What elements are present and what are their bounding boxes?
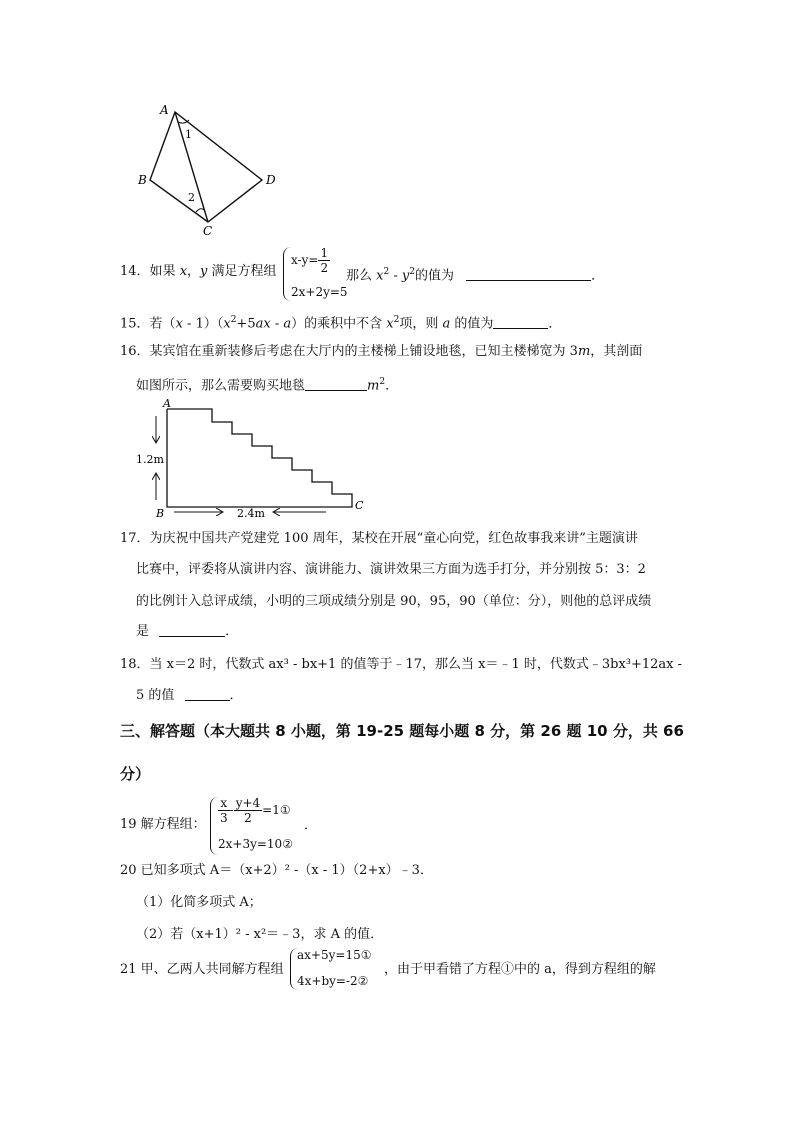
q14-expr-x: x xyxy=(376,268,384,284)
q16-unit-m: m xyxy=(577,344,591,359)
q15-a1: ax xyxy=(255,316,271,332)
q19-eq1 xyxy=(218,796,291,825)
q18-answer-blank[interactable] xyxy=(185,687,230,701)
q14-sup-y: 2 xyxy=(409,267,415,277)
stairs-height-label: 1.2m xyxy=(136,453,164,466)
q14-answer-blank[interactable] xyxy=(466,267,591,281)
q15-number: 15． xyxy=(120,316,150,332)
stairs-label-a: A xyxy=(163,397,171,410)
angle-1-arc xyxy=(178,120,189,123)
q14-sup-x: 2 xyxy=(383,267,390,277)
q16-line1a: 某宾馆在重新装修后考虑在大厅内的主楼梯上铺设地毯，已知主楼梯宽为 3 xyxy=(149,344,578,359)
q14-eq1-den: 2 xyxy=(320,261,329,275)
q15-t7: 的值为 xyxy=(450,316,494,332)
q14-pre: 如果 xyxy=(149,264,180,279)
q14-mid: 满足方程组 xyxy=(207,264,277,279)
q19-eq2: 2x+3y=10② xyxy=(218,837,293,851)
q19-brace xyxy=(210,797,218,855)
q15-t3: +5 xyxy=(236,316,256,332)
q20-sub2: （2）若（x+1）² - x²＝﹣3，求 A 的值． xyxy=(136,927,384,942)
q20-line1: 20 已知多项式 A＝（x+2）² -（x - 1）（2+x）﹣3． xyxy=(120,863,433,878)
vertex-b-label: B xyxy=(138,173,147,187)
q17-line4 xyxy=(136,622,238,642)
q14-eq1-pre: x-y= xyxy=(291,253,319,267)
q17-answer-blank[interactable] xyxy=(159,623,225,637)
q15-t6: 项，则 xyxy=(399,316,443,332)
q15-end: ． xyxy=(548,316,562,332)
q17-number: 17． xyxy=(120,531,150,546)
q14-brace xyxy=(283,247,291,301)
q18-line2-text: 5 的值 xyxy=(136,688,175,703)
q14-expr-y: y xyxy=(401,268,410,284)
q16-sup2: 2 xyxy=(379,377,386,387)
quadrilateral-outline xyxy=(150,112,262,222)
q14-eq1-frac xyxy=(318,246,330,275)
q14-tail xyxy=(346,262,604,286)
section3-heading-line2: 分） xyxy=(120,765,151,783)
q16-line1b: ，其剖面 xyxy=(590,344,643,359)
q14-eq2: 2x+2y=5 xyxy=(291,285,348,299)
section3-heading-line1: 三、解答题（本大题共 8 小题，第 19-25 题每小题 8 分，第 26 题 10 分，共 66 xyxy=(120,722,684,740)
q15-x3: x xyxy=(386,316,394,332)
q19-f2-num: y+4 xyxy=(235,796,261,810)
q16-answer-blank[interactable] xyxy=(305,377,367,391)
q14-end: ． xyxy=(591,268,605,284)
vertex-c-label: C xyxy=(203,224,213,238)
q19-f1-num: x xyxy=(218,796,230,811)
q20-sub1: （1）化简多项式 A； xyxy=(136,895,262,910)
vertex-a-label: A xyxy=(160,103,169,117)
q19-label: 19 解方程组： xyxy=(120,817,206,832)
q15-t5: ）的乘积中不含 xyxy=(291,316,387,332)
q17-line2: 比赛中，评委将从演讲内容、演讲能力、演讲效果三方面为选手打分，并分别按 5：3：2 xyxy=(136,562,646,577)
q14-number: 14． xyxy=(120,264,150,279)
q14-minus: - xyxy=(389,268,402,284)
quadrilateral-figure xyxy=(130,98,290,238)
q14-eq1 xyxy=(291,246,330,275)
q21-eq2: 4x+by=-2② xyxy=(297,974,369,988)
q21-tail: ，由于甲看错了方程①中的 a，得到方程组的解 xyxy=(384,962,656,977)
q19-frac1 xyxy=(218,796,230,825)
q15-a3: a xyxy=(442,316,451,332)
q19-f2-den: 2 xyxy=(244,811,252,825)
q15-t4: - xyxy=(270,316,284,332)
q17-line3: 的比例计入总评成绩，小明的三项成绩分别是 90，95，90（单位：分），则他的总评成绩 xyxy=(136,594,652,609)
q16-end: ． xyxy=(385,378,399,394)
q15-sup2: 2 xyxy=(393,315,400,325)
angle-1-label: 1 xyxy=(185,128,192,141)
angle-2-label: 2 xyxy=(188,191,195,204)
q19-eq1-tail: =1① xyxy=(262,803,291,817)
q15-x2: x xyxy=(223,316,231,332)
q19-end: ． xyxy=(304,818,318,833)
stairs-label-b: B xyxy=(156,507,165,520)
q18-line1-text: 当 x＝2 时，代数式 ax³ - bx+1 的值等于﹣17，那么当 x＝﹣1 时，代数式﹣3bx³+12ax - xyxy=(149,657,683,672)
q19-minus: - xyxy=(229,803,234,817)
q17-line4-text: 是 xyxy=(136,624,150,639)
q14-sep: ， xyxy=(187,264,201,279)
q17-line1-text: 为庆祝中国共产党建党 100 周年，某校在开展“童心向党，红色故事我来讲”主题演讲 xyxy=(149,531,638,546)
q16-number: 16． xyxy=(120,344,150,359)
stairs-figure xyxy=(130,396,370,520)
q21-label: 21 甲、乙两人共同解方程组 xyxy=(120,962,284,977)
q16-line2 xyxy=(136,372,398,396)
q15-line xyxy=(120,310,561,334)
q14-eq1-num: 1 xyxy=(320,246,329,260)
q16-line2-text: 如图所示，那么需要购买地毯 xyxy=(136,378,306,394)
stairs-label-c: C xyxy=(355,499,364,512)
q15-t2: - 1）（ xyxy=(182,316,224,332)
stairs-outline xyxy=(167,409,352,507)
q14-var-y: y xyxy=(200,264,208,279)
q18-end: ． xyxy=(229,688,243,703)
q21-eq1: ax+5y=15① xyxy=(297,948,372,962)
vertex-d-label: D xyxy=(266,173,276,187)
q17-line1 xyxy=(120,529,638,549)
q14-tail-text: 的值为 xyxy=(414,268,454,284)
q18-line1 xyxy=(120,655,682,675)
q19-frac2 xyxy=(234,796,262,825)
q14-then: 那么 xyxy=(346,268,377,284)
q18-number: 18． xyxy=(120,657,150,672)
q14-line xyxy=(120,262,277,282)
q15-t1: 若（ xyxy=(149,316,176,332)
q17-end: ． xyxy=(225,624,239,639)
q15-answer-blank[interactable] xyxy=(493,315,548,329)
stairs-width-label: 2.4m xyxy=(237,507,265,520)
q16-unit-m2: m xyxy=(367,378,380,394)
q14-var-x: x xyxy=(179,264,188,279)
q18-line2 xyxy=(136,686,243,706)
angle-2-arc xyxy=(196,209,205,212)
q19-f1-den: 3 xyxy=(220,811,228,825)
q15-x1: x xyxy=(175,316,183,332)
q16-line1 xyxy=(120,342,642,362)
q15-sup: 2 xyxy=(230,315,237,325)
q15-a2: a xyxy=(283,316,292,332)
